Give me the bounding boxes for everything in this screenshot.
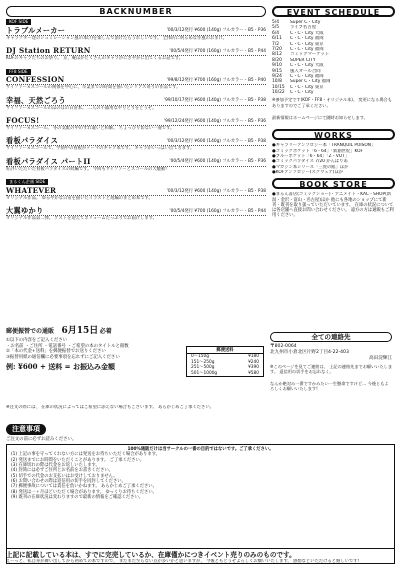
event-schedule-heading: EVENT SCHEDULE	[272, 6, 395, 17]
postal-mark: 〒	[270, 344, 275, 349]
book-title: トラブルメーカー	[6, 25, 66, 35]
table-row	[187, 371, 263, 377]
shipping-table-title: 郵便送料	[187, 347, 263, 354]
book-meta: '00/5/4発行 ¥700 (160g) フルカラー・B5・P44	[169, 208, 266, 214]
list-item: ●ブルーポケット「6・64」「Z・VOT」	[272, 154, 350, 160]
book-meta: '00/3/12発行 ¥600 (140g) フルカラー・B5・P36	[166, 28, 266, 34]
event-name: C・C・City 東京	[290, 41, 324, 47]
contact-name: 高田淀輝江	[369, 356, 392, 361]
backnumber-column	[6, 6, 266, 227]
event-date: 9/24	[272, 73, 282, 79]
price: ¥390	[248, 365, 259, 371]
list-item: ③振替用紙の通信欄に必要事項を忘れずにご記入ください	[6, 355, 120, 361]
order-title: 郵便振替での通販	[6, 328, 55, 335]
info-column	[272, 6, 395, 236]
backnumber-section-original	[6, 177, 266, 227]
book-description: サイファー×スコール。 冬の気配の中のすれ違いと和解。 ちょっぴり切ない一冊です。	[6, 126, 175, 132]
bottom-banner	[6, 548, 395, 575]
book-item	[6, 117, 266, 136]
book-meta: '00/5/4発行 ¥600 (140g) フルカラー・B5・P36	[169, 159, 266, 165]
book-title-row	[6, 207, 266, 216]
backnumber-section-kof	[6, 17, 266, 67]
book-item	[6, 137, 266, 156]
book-meta: '99/12/24発行 ¥600 (140g) フルカラー・B5・P36	[163, 118, 266, 124]
contact-section	[270, 328, 392, 391]
weight: 251〜500g	[191, 365, 215, 371]
list-item: (7) 郵便事故については責任を負いかねます。 あらかじめご了承ください。	[11, 484, 157, 490]
book-title-row	[6, 27, 266, 36]
backnumber-heading: BACKNUMBER	[6, 6, 266, 17]
book-title-row	[6, 117, 266, 126]
list-item: ●コミックパラダイス 7/20 かんぱりあ	[272, 159, 348, 165]
event-date: 10/22	[272, 90, 285, 96]
book-title-row	[6, 158, 266, 167]
address: 北九州市小倉北区片野2丁目4-22-403	[270, 350, 349, 355]
book-item	[6, 207, 266, 226]
book-title-row	[6, 187, 266, 196]
event-date: 9/10	[272, 63, 282, 69]
list-item: ①以下の内容をご記入ください	[6, 338, 68, 344]
section-tag: FF8 SIDE	[6, 69, 31, 75]
list-item: ●ギャラリーアンソロジー本「TRANQUIL POISON」	[272, 143, 376, 149]
book-store-text: ●まるん書店(コミックショー)・アニメイト・KAC・SHOP(新潟・金沢・富山・名古屋)ほか 他にも各地のショップにて新刊・既刊を取り扱っていただいています。 在庫の状況については各店舗へ直接お問い合わせください。 遠方の方は通販もご利用ください。	[272, 192, 394, 219]
event-date: 10/8	[272, 79, 282, 85]
weight: 501〜1000g	[191, 370, 218, 376]
event-name: Super C・City	[290, 20, 321, 25]
book-item	[6, 76, 266, 95]
event-name: C・C・City 福岡	[290, 73, 324, 79]
book-description: サイファー×スコールのほのぼの日常本。 二人の不器用なやりとりをどうぞ。	[6, 105, 157, 111]
list-item	[272, 90, 395, 95]
book-description: 好評いただいた看板パラダイスの続編です。 今回もサイファーとスコールの大騒動!	[6, 166, 167, 172]
event-name: C・C・City 福岡	[290, 46, 324, 52]
book-title-row	[6, 47, 266, 56]
book-title-row	[6, 97, 266, 106]
book-store-heading: BOOK STORE	[272, 178, 395, 189]
book-title: FOCUS!	[6, 116, 40, 126]
list-item: (9) 既刊の在庫状況は変わりますので最新の情報をご確認ください。	[11, 494, 144, 500]
price: ¥180	[248, 354, 259, 359]
postal-code: 802-0064	[274, 344, 297, 349]
order-note: ※注文の際には、 在庫の状況によってはご希望に添えない場合もございます。 あらかじめご了承ください。	[6, 405, 214, 410]
list-item: (1) 上記の事を守ってくれない方には発送をお待ちいただく場合があります。	[11, 452, 160, 458]
event-name: C・C・City 大阪	[290, 30, 324, 36]
book-item	[6, 158, 266, 177]
book-description: オリジナル作品第二弾。 ゲストを迎えてボリュームたっぷりでお届けします。	[6, 216, 157, 222]
shipping-table	[186, 346, 264, 377]
event-date: 8/20	[272, 57, 282, 63]
contact-address-block	[270, 344, 392, 362]
contact-message: なんか絶対み一番ですかみたい一生懸命ですけど… 今後ともよろしくお願いいたします!	[270, 380, 389, 391]
book-title: DJ Station RETURN	[6, 46, 91, 56]
event-schedule-list	[272, 20, 395, 95]
caution-box-title: 100%通販だけは当サークルの一番の目的ではないです。ご了承ください。	[127, 447, 274, 453]
book-description: KOFのキャラたちのお祭り。 京、庵ほかたくさんのキャラがにぎやかに出てくるお話です。	[6, 56, 184, 62]
book-item	[6, 47, 266, 66]
book-item	[6, 187, 266, 206]
event-name: C・C・City 福岡	[290, 36, 324, 42]
backnumber-section-ff8	[6, 67, 266, 178]
book-meta: '99/8/12発行 ¥700 (160g) フルカラー・B5・P40	[166, 77, 266, 83]
event-name: C・C・City 大阪	[290, 63, 324, 69]
book-description: オリジナル作品。 ゆるやかな日常を描いたイラストと短編のまとめ本です。	[6, 195, 153, 201]
book-meta: '99/10/17発行 ¥600 (140g) フルカラー・B5・P38	[163, 98, 266, 104]
book-title: 看板パラダイス	[6, 136, 59, 146]
caution-lead: ご注文の前に必ずお読みください。	[6, 436, 77, 442]
list-item: ●KOFアンソロジー(スクウェア)ほか	[272, 169, 344, 175]
book-meta: '00/3/12発行 ¥600 (140g) フルカラー・B5・P38	[166, 188, 266, 194]
price-formula: 例: ¥600 + 送料 = お振込み金額	[6, 361, 115, 371]
event-date: 5/5	[272, 25, 280, 31]
top-columns	[6, 6, 395, 326]
book-description: サイファー×スコールで、学園中の看板がテーマのギャグ本です。 キャラがいっぱい出てきます。	[6, 146, 195, 152]
bottom-headline: 上記に記載している本は、すでに完売しているか、在庫僅かにつきイベント売りのみのものです。	[6, 551, 296, 559]
order-section	[6, 326, 266, 408]
list-item: ●マガジン本シリーズ「三虎の館」ほか	[272, 164, 349, 170]
event-date: 5/4	[272, 20, 280, 25]
caution-box	[6, 444, 395, 564]
works-heading: WORKS	[272, 129, 395, 140]
book-item	[6, 27, 266, 46]
book-meta: '00/5/4発行 ¥700 (160g) フルカラー・B5・P44	[169, 48, 266, 54]
event-name: ライブ名古屋	[290, 25, 317, 31]
list-item: (3) 在庫切れの際は代金をお返しいたします。	[11, 463, 100, 469]
event-date: 7/20	[272, 46, 282, 52]
event-name: 風人オール合同	[290, 68, 321, 74]
book-title: 大翼ゆかり	[6, 206, 44, 216]
event-date: 6/4	[272, 30, 280, 36]
list-item: (8) 発送は一ヶ月ほどいただく場合があります。 ゆっくりお待ちください。	[11, 489, 157, 495]
list-item: (5) 切手での代金のお支払いはお受けしておりません。	[11, 473, 118, 479]
book-title-row	[6, 137, 266, 146]
book-description: サイファー×スコールの関係を中心に、卒業までの時間を描いたシリアス寄りの作品です。	[6, 85, 181, 91]
event-date: 6/11	[272, 36, 282, 42]
list-item: (4) 封筒には必ずご住所とお名前をお書きください。	[11, 468, 113, 474]
event-name: C・C・City 東京	[290, 84, 324, 90]
price: ¥580	[248, 370, 259, 376]
caution-section	[6, 424, 395, 564]
event-name: SUPER CITY	[290, 57, 316, 63]
book-description: キャラクター達のシュミレーション風の本(?)を楽しんで頂けたらうれしいです。 全体的に明るめな作風のおまけ。	[6, 35, 227, 41]
section-tag: KOF SIDE	[6, 19, 31, 25]
order-deadline-date: 6月15日	[61, 326, 99, 336]
book-title: 看板パラダイス パートII	[6, 156, 91, 166]
price: ¥240	[248, 359, 259, 365]
event-date: 7/2	[272, 41, 280, 47]
section-tag: まるくん企画 SIDE	[6, 179, 48, 185]
caution-heading: 注意事項	[6, 424, 46, 435]
event-name: C・C・City	[290, 90, 314, 96]
event-name: コミックマーケット	[290, 52, 330, 58]
contact-heading: 全ての連絡先	[270, 332, 392, 342]
order-deadline-label: 必着	[99, 328, 112, 335]
book-item	[6, 97, 266, 116]
book-title-row	[6, 76, 266, 85]
contact-note: ※このページを見てご連絡は、 上記の連絡先までお願いいたします。 返信用の切手をお忘れなく。	[270, 364, 393, 375]
list-item: (6) お問い合わせの際は返信用の切手を同封してください。	[11, 478, 126, 484]
schedule-note: ※参加予定です(KOF・FF8・オリジナル本)。 変更になる場合もありますのでご了承ください。	[272, 97, 392, 108]
list-item: ・お名前 ・ご住所 ・電話番号 ・ご希望の本のタイトルと冊数	[6, 343, 129, 349]
book-meta: '00/3/12発行 ¥600 (140g) フルカラー・B5・P38	[166, 139, 266, 145]
event-date: 10/15	[272, 84, 285, 90]
list-item: (2) 発送までにお時間をいただくことがあります。 ご了承ください。	[11, 457, 145, 463]
book-title: 幸福、天然ごろう	[6, 95, 66, 105]
list-item: ●コミックポケット「6・64」「新創世紀」KOF	[272, 148, 363, 154]
weight: 151〜250g	[191, 359, 215, 365]
weight: 0〜150g	[191, 354, 209, 359]
event-name: Super C・City 福岡	[290, 79, 331, 85]
schedule-note-secondary: 最新情報はホームページにて随時お知らせします。	[272, 115, 368, 121]
book-title: WHATEVER	[6, 185, 57, 195]
works-list	[272, 143, 395, 175]
event-date: 9/15	[272, 68, 282, 74]
event-date: 8/12	[272, 52, 282, 58]
book-title: CONFESSION	[6, 75, 65, 85]
bottom-message: えーっと、私自身が舞い出してから初めての本ですので、 まだまだ至らない点が多いかと思いますが、 今後ともどうぞよろしくお願いいたします。 感想などいただけると嬉しいです!	[6, 559, 360, 565]
list-item: ②「本の代金+送料」を郵便振替でお送りください	[6, 349, 106, 355]
